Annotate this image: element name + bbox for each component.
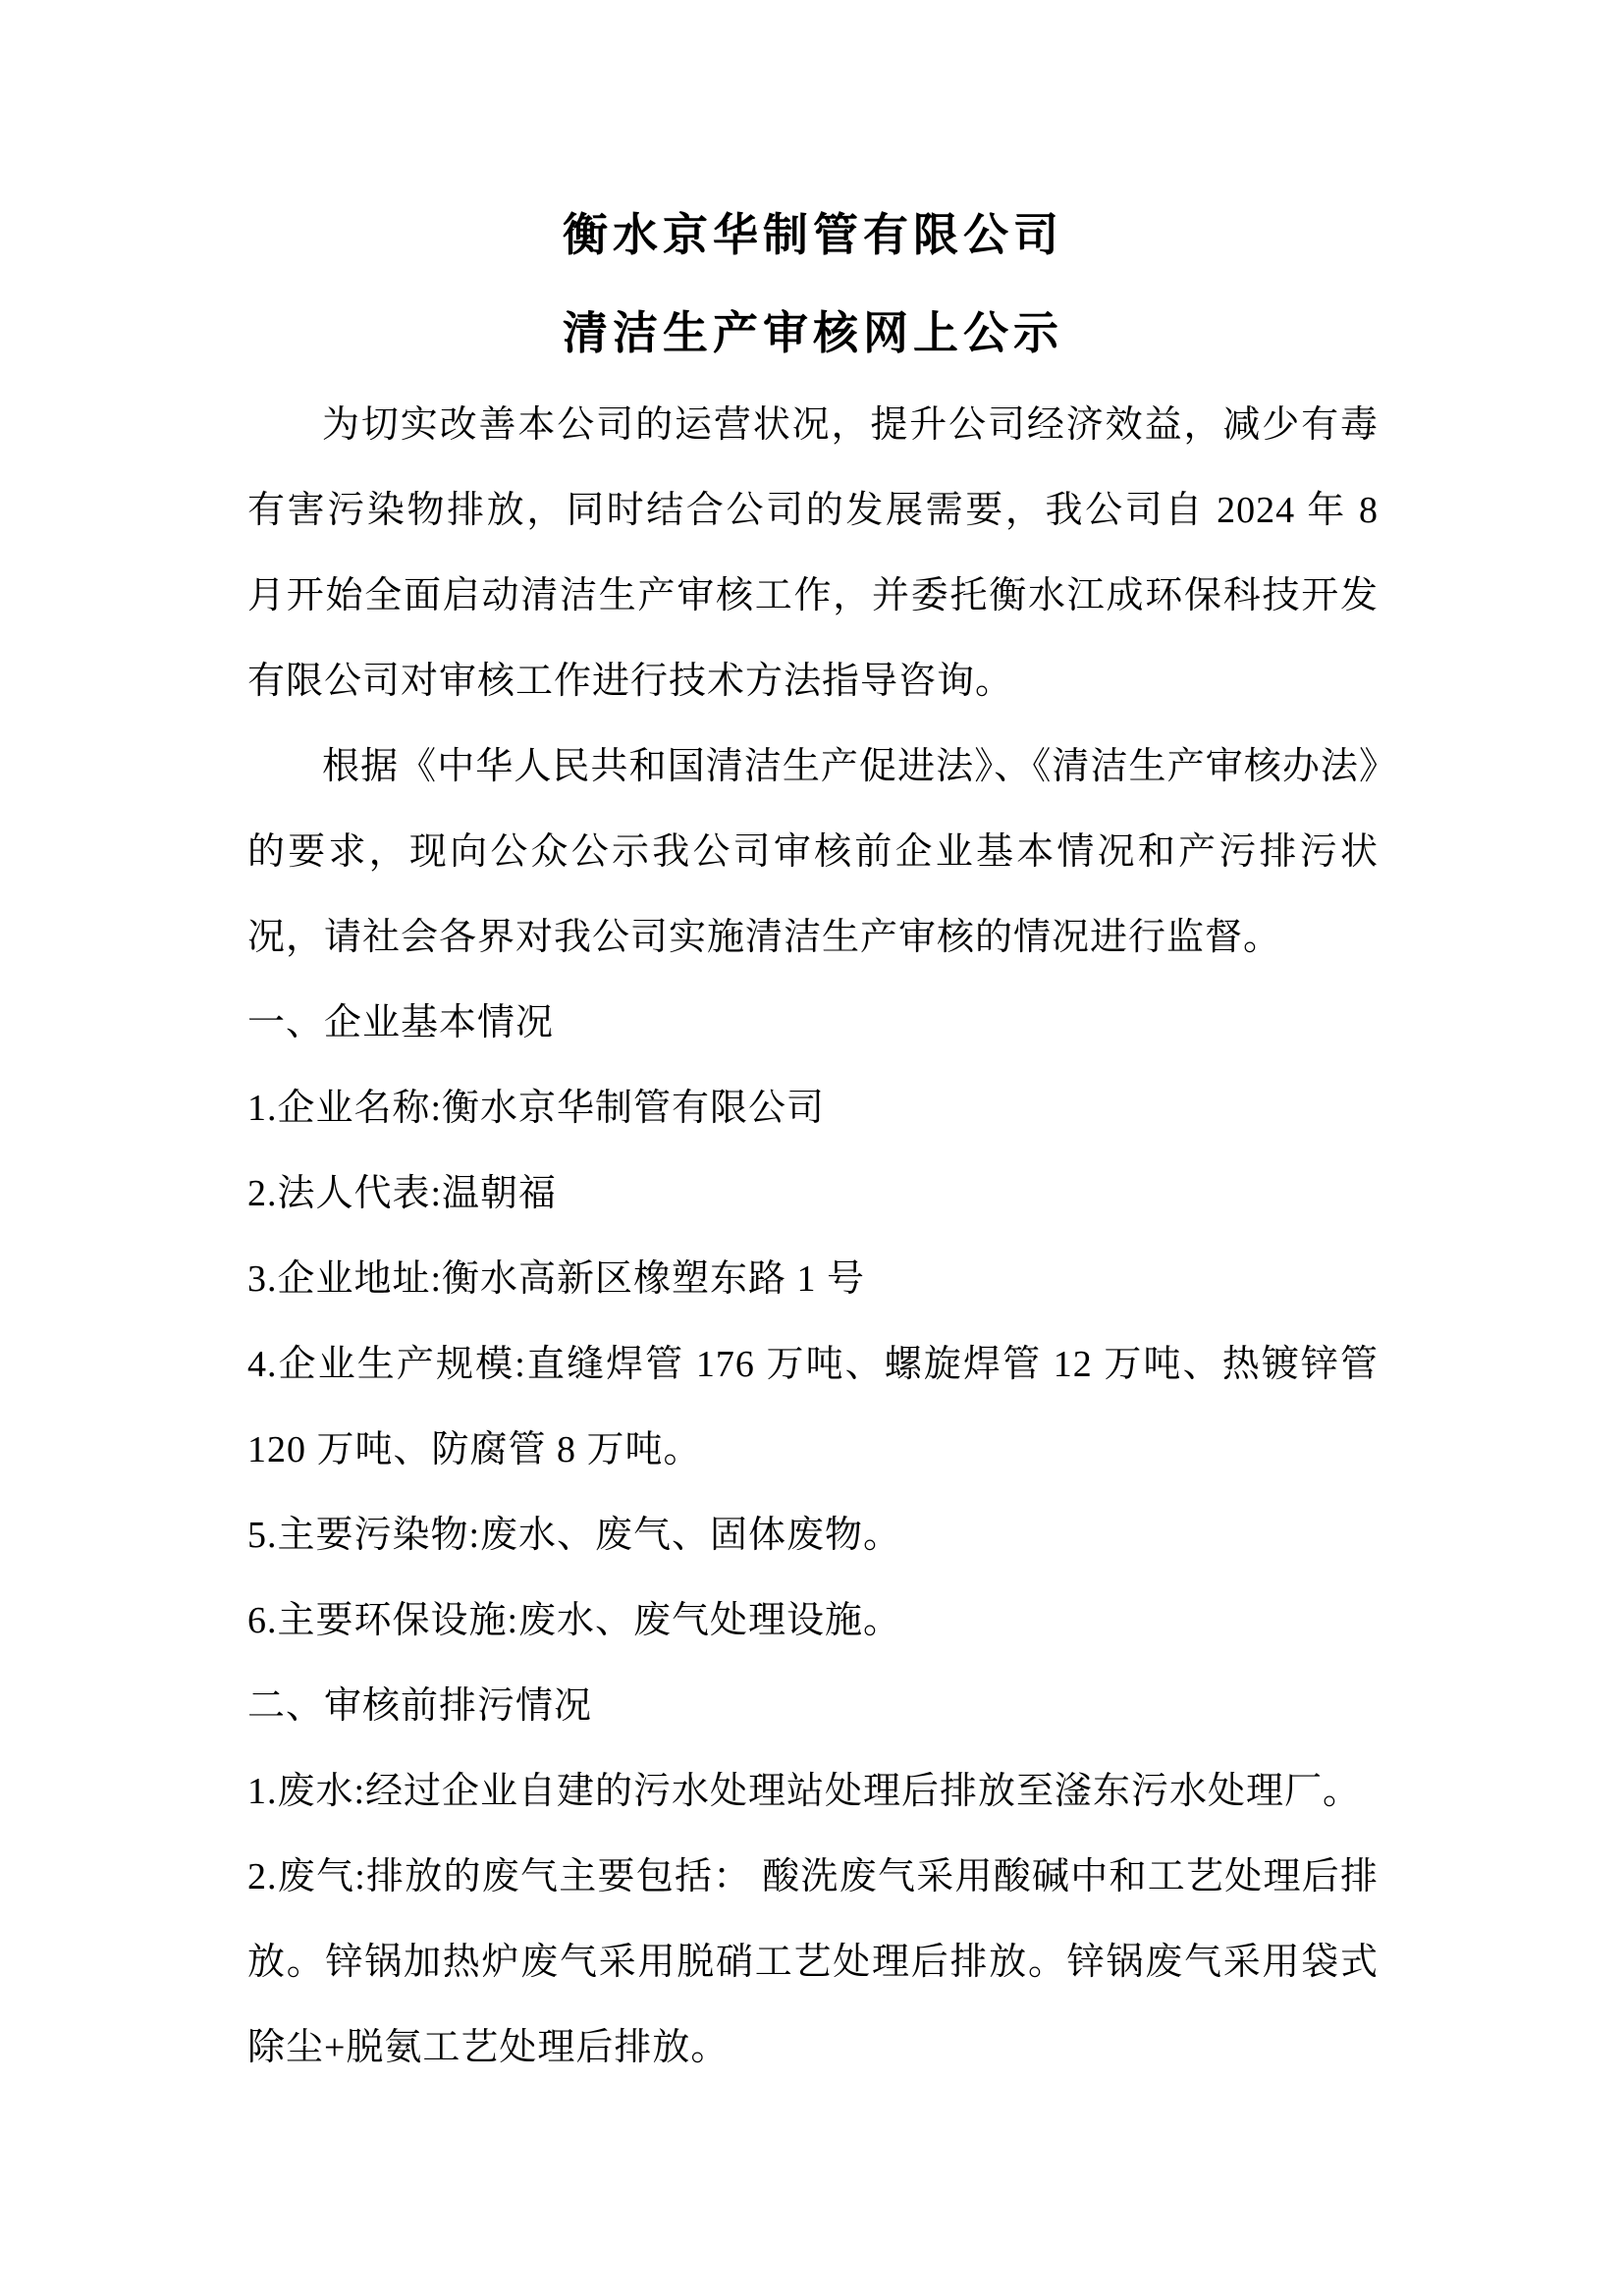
section2-item-wastewater: 1.废水:经过企业自建的污水处理站处理后排放至滏东污水处理厂。 — [247, 1771, 1362, 1812]
document-title-line1: 衡水京华制管有限公司 — [563, 210, 1063, 260]
section1-item-address: 3.企业地址:衡水高新区橡塑东路 1 号 — [247, 1258, 866, 1300]
section1-item-legal-representative: 2.法人代表:温朝福 — [247, 1173, 558, 1214]
section1-item-company-name: 1.企业名称:衡水京华制管有限公司 — [247, 1088, 826, 1129]
document-content — [247, 187, 1379, 2091]
section1-heading: 一、企业基本情况 — [247, 1002, 555, 1043]
document-title-line2: 清洁生产审核网上公示 — [563, 308, 1063, 358]
section1-item-env-facilities: 6.主要环保设施:废水、废气处理设施。 — [247, 1600, 902, 1641]
section1-item-main-pollutants: 5.主要污染物:废水、废气、固体废物。 — [247, 1515, 902, 1556]
section1-item-production-scale: 4.企业生产规模:直缝焊管 176 万吨、螺旋焊管 12 万吨、热镀锌管 120 万吨、防腐管 8 万吨。 — [247, 1344, 1379, 1470]
section2-item-wastegas: 2.废气:排放的废气主要包括： 酸洗废气采用酸碱中和工艺处理后排放。锌锅加热炉废气采用脱硝工艺处理后排放。锌锅废气采用袋式除尘+脱氨工艺处理后排放。 — [247, 1856, 1379, 2068]
section2-heading: 二、审核前排污情况 — [247, 1685, 593, 1727]
intro-paragraph-1: 为切实改善本公司的运营状况，提升公司经济效益，减少有毒有害污染物排放，同时结合公司的发展需要，我公司自 2024 年 8 月开始全面启动清洁生产审核工作，并委托衡水江成环保科技开发有限公司对审核工作进行技术方法指导咨询。 — [247, 404, 1379, 702]
intro-paragraph-2: 根据《中华人民共和国清洁生产促进法》、《清洁生产审核办法》的要求，现向公众公示我公司审核前企业基本情况和产污排污状况，请社会各界对我公司实施清洁生产审核的情况进行监督。 — [247, 746, 1379, 958]
